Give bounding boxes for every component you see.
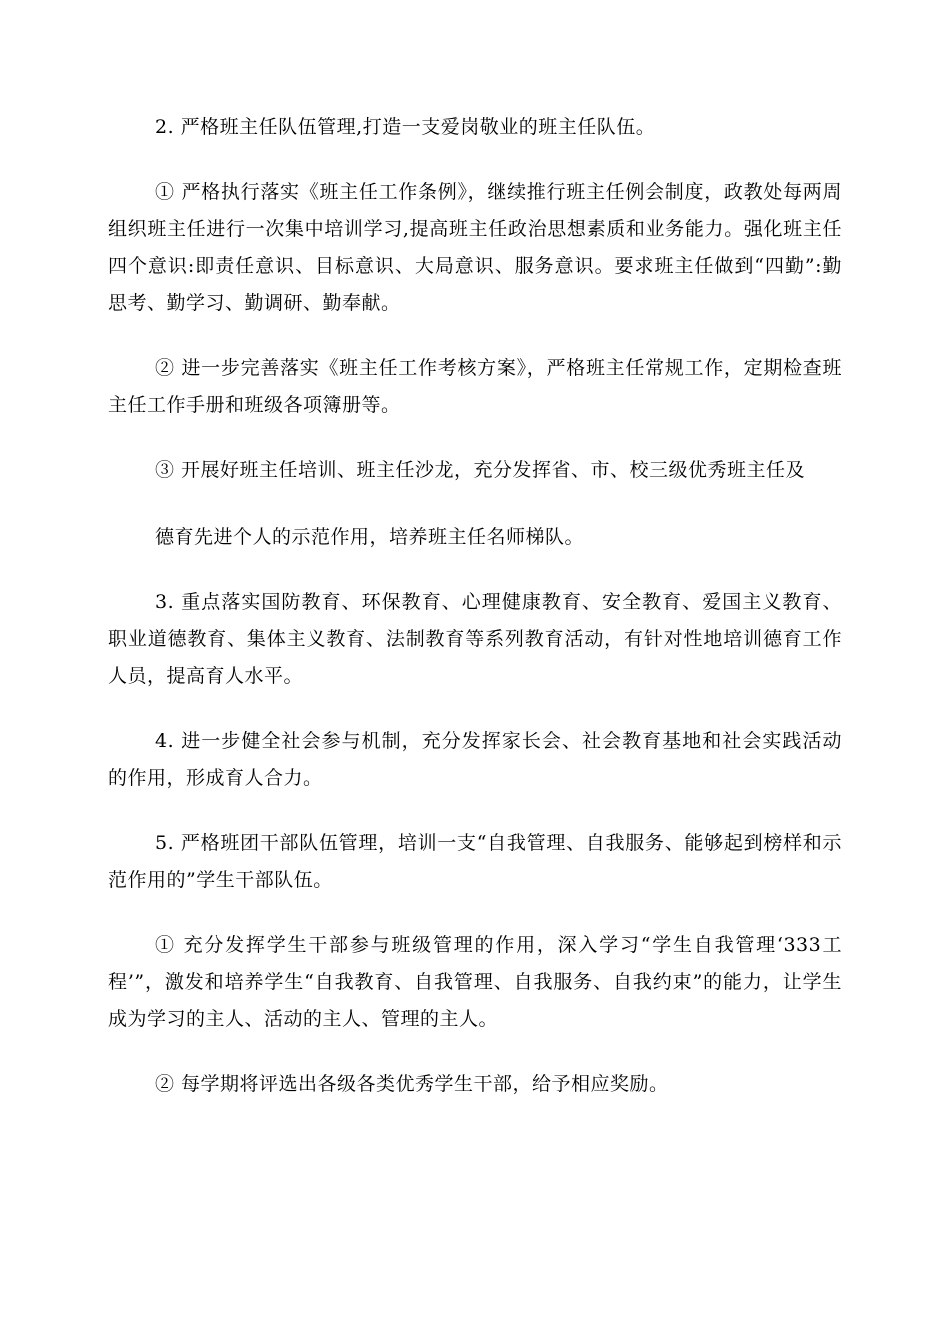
paragraph-section-3: 3. 重点落实国防教育、环保教育、心理健康教育、安全教育、爱国主义教育、职业道德教育、集体主义教育、法制教育等系列教育活动，有针对性地培训德育工作人员，提高育人水平。: [108, 591, 842, 687]
paragraph-item-2-3: ③ 开展好班主任培训、班主任沙龙，充分发挥省、市、校三级优秀班主任及: [155, 459, 806, 481]
paragraph-section-4: 4. 进一步健全社会参与机制，充分发挥家长会、社会教育基地和社会实践活动的作用，形成育人合力。: [108, 730, 842, 789]
paragraph-item-2-1: ① 严格执行落实《班主任工作条例》，继续推行班主任例会制度，政教处每两周组织班主任进行一次集中培训学习,提高班主任政治思想素质和业务能力。强化班主任四个意识:即责任意识、目标意识、大局意识、服务意识。要求班主任做到“四勤”:勤思考、勤学习、勤调研、勤奉献。: [108, 181, 842, 314]
paragraph-item-2-3-continued: 德育先进个人的示范作用，培养班主任名师梯队。: [155, 526, 585, 548]
paragraph-item-2-2: ② 进一步完善落实《班主任工作考核方案》，严格班主任常规工作，定期检查班主任工作手册和班级各项簿册等。: [108, 357, 842, 416]
paragraph-item-5-1: ① 充分发挥学生干部参与班级管理的作用，深入学习“学生自我管理‘333工程’”，激发和培养学生“自我教育、自我管理、自我服务、自我约束”的能力，让学生成为学习的主人、活动的主人、管理的主人。: [108, 934, 842, 1030]
paragraph-section-2: 2. 严格班主任队伍管理,打造一支爱岗敬业的班主任队伍。: [155, 116, 656, 138]
paragraph-section-5: 5. 严格班团干部队伍管理，培训一支“自我管理、自我服务、能够起到榜样和示范作用的”学生干部队伍。: [108, 832, 842, 891]
paragraph-item-5-2: ② 每学期将评选出各级各类优秀学生干部，给予相应奖励。: [155, 1073, 669, 1095]
